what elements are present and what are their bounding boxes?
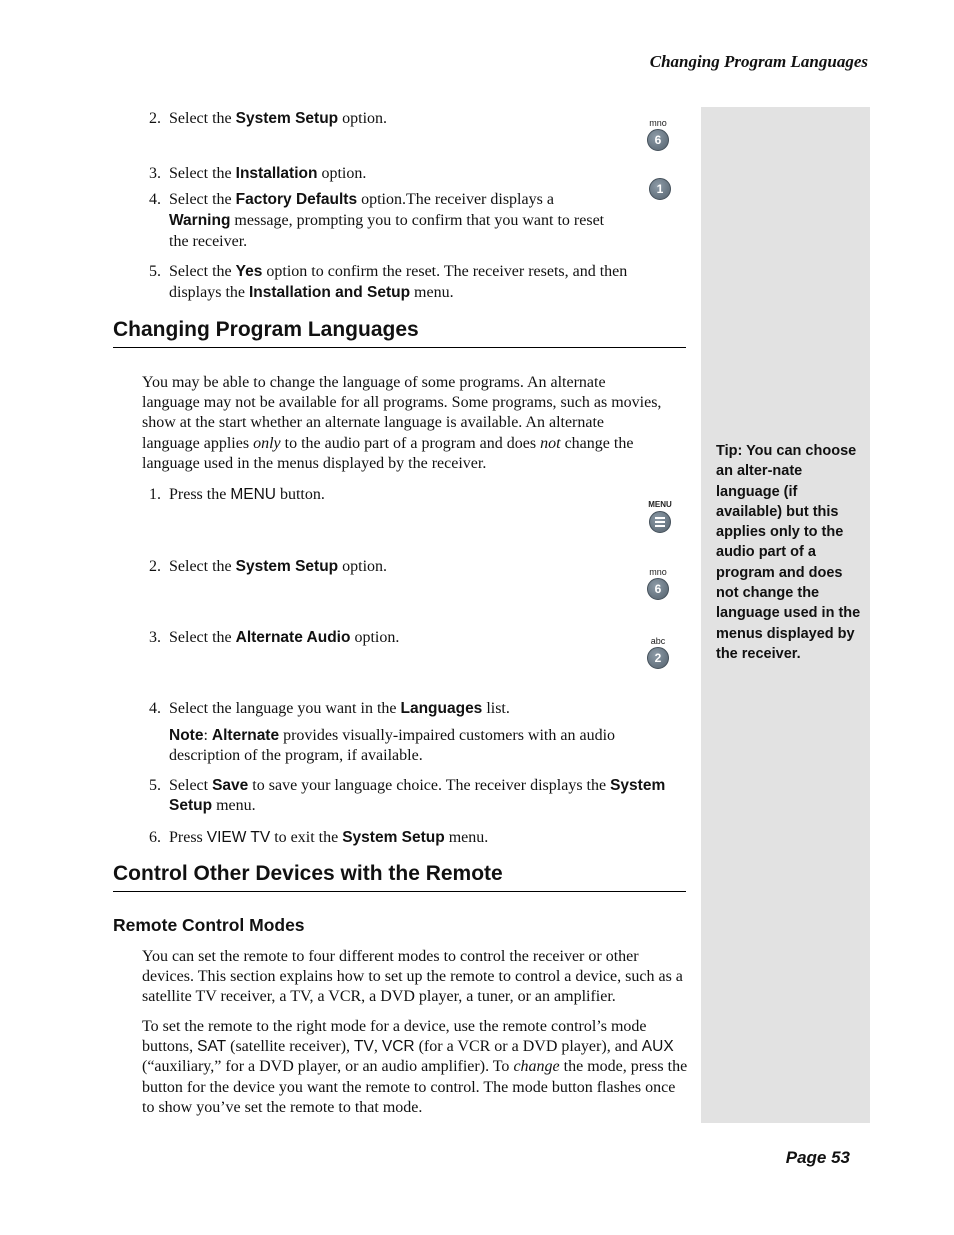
step-text: Select the language you want in the	[169, 700, 401, 717]
running-header: Changing Program Languages	[649, 52, 868, 71]
intro-emphasis: only	[253, 434, 281, 452]
step-text: menu.	[410, 284, 454, 301]
ui-term: Installation	[235, 165, 318, 182]
step-text: to save your language choice. The receiver displays the	[248, 777, 611, 794]
step-text: Select the	[169, 629, 236, 646]
button-label: 2	[647, 647, 669, 669]
step-text: option.	[317, 165, 367, 182]
para-text: (satellite receiver),	[226, 1038, 355, 1056]
modes-paragraph-2	[142, 1017, 688, 1118]
step-languages-5	[149, 776, 669, 816]
step-text: Select the	[169, 558, 236, 575]
step-text: Press	[169, 829, 207, 846]
step-text: Select the	[169, 191, 236, 208]
sidebar-tip: Tip: You can choose an alter-nate language (if available) but this applies only to the audio part of a program and does not change the language used in the menus displayed by the receiver.	[716, 443, 861, 662]
key-name: MENU	[230, 486, 276, 503]
button-caption: abc	[650, 636, 666, 646]
note-paragraph	[169, 726, 669, 766]
para-text: the mode, press the button for the device you want the remote to control. The mode button flashes once to show you’ve set the remote to that mode.	[142, 1058, 688, 1116]
ui-term: Save	[212, 777, 249, 794]
menu-lines-icon	[649, 511, 671, 533]
step-number: 1.	[149, 486, 161, 503]
step-languages-2	[149, 556, 609, 577]
remote-button-6-icon	[638, 118, 678, 151]
intro-text: to the audio part of a program and does	[280, 434, 541, 452]
step-text: option.	[338, 558, 388, 575]
step-top-5	[149, 261, 669, 303]
ui-term: Alternate Audio	[235, 629, 351, 646]
button-label: 1	[649, 178, 671, 200]
note-text: provides visually-impaired customers with an audio description of the program, if available.	[169, 727, 616, 765]
remote-button-1-icon	[640, 167, 680, 200]
step-text: option.	[338, 110, 388, 127]
step-number: 4.	[149, 700, 161, 717]
ui-term: Alternate	[211, 727, 280, 744]
para-text: ,	[373, 1038, 382, 1056]
step-top-2	[149, 108, 649, 129]
ui-term: Languages	[400, 700, 483, 717]
button-caption: mno	[649, 118, 667, 128]
key-name: AUX	[641, 1038, 674, 1056]
para-emphasis: change	[513, 1058, 560, 1076]
section-title-languages: Changing Program Languages	[113, 318, 419, 341]
step-number: 4.	[149, 191, 161, 208]
button-label: 6	[647, 578, 669, 600]
para-text: To set the remote to the right mode for a device, use the remote control’s mode buttons,	[142, 1018, 647, 1056]
section-rule	[113, 347, 686, 348]
para-text: (for a VCR or a DVD player), and	[414, 1038, 642, 1056]
step-top-3	[149, 163, 619, 184]
step-number: 5.	[149, 263, 161, 280]
ui-term: System Setup	[342, 829, 445, 846]
button-caption	[640, 167, 680, 177]
key-name: VIEW TV	[206, 829, 271, 846]
step-text: Select the	[169, 263, 236, 280]
step-languages-6	[149, 827, 669, 848]
remote-button-2-icon	[638, 636, 678, 669]
button-label: 6	[647, 129, 669, 151]
ui-term: Installation and Setup	[249, 284, 411, 301]
intro-emphasis: not	[540, 434, 561, 452]
step-text: Select the	[169, 165, 236, 182]
ui-term: Factory Defaults	[235, 191, 358, 208]
section-rule	[113, 891, 686, 892]
step-text: option.The receiver displays a	[357, 191, 554, 208]
button-caption: MENU	[648, 500, 672, 509]
ui-term: System Setup	[169, 777, 666, 815]
intro-text: You may be able to change the language of some programs. An alternate language may not be available for all programs. Some programs, such as movies, show at the start whether an alternate language is available. An alternate language applies	[142, 374, 662, 452]
note-colon: :	[203, 727, 212, 744]
subsection-title-remote-modes: Remote Control Modes	[113, 915, 305, 935]
step-number: 6.	[149, 829, 161, 846]
modes-paragraph-1: You can set the remote to four different modes to control the receiver or other devices. This section explains how to set up the remote to control a device, such as a satellite TV receiver, a TV, a VCR, a DVD player, a tuner, or an amplifier.	[142, 948, 683, 1006]
step-text: menu.	[444, 829, 489, 846]
intro-text: change the language used in the menus displayed by the receiver.	[142, 434, 634, 472]
step-number: 2.	[149, 558, 161, 575]
page-number: Page 53	[785, 1148, 850, 1167]
step-text: Select the	[169, 110, 236, 127]
key-name: VCR	[381, 1038, 415, 1056]
ui-term: Yes	[235, 263, 263, 280]
ui-term: System Setup	[235, 558, 339, 575]
step-number: 5.	[149, 777, 161, 794]
step-languages-4	[149, 698, 669, 719]
step-number: 2.	[149, 110, 161, 127]
para-text: (“auxiliary,” for a DVD player, or an audio amplifier). To	[142, 1058, 514, 1076]
step-number: 3.	[149, 165, 161, 182]
key-name: SAT	[197, 1038, 227, 1056]
key-name: TV	[354, 1038, 374, 1056]
step-text: option.	[350, 629, 400, 646]
step-top-4	[149, 189, 609, 252]
intro-paragraph	[142, 373, 662, 474]
step-text: option to confirm the reset. The receiver resets, and then displays the	[169, 263, 628, 301]
step-languages-1	[149, 484, 609, 505]
note-label: Note	[169, 727, 204, 744]
step-text: Select	[169, 777, 213, 794]
step-text: message, prompting you to confirm that you want to reset the receiver.	[169, 212, 605, 250]
ui-term: System Setup	[235, 110, 339, 127]
section-title-control-devices: Control Other Devices with the Remote	[113, 862, 503, 885]
ui-term: Warning	[169, 212, 231, 229]
remote-menu-button-icon	[640, 500, 680, 533]
step-text: Press the	[169, 486, 231, 503]
button-caption: mno	[649, 567, 667, 577]
step-text: to exit the	[270, 829, 343, 846]
step-languages-3	[149, 627, 609, 648]
remote-button-6-icon	[638, 567, 678, 600]
step-number: 3.	[149, 629, 161, 646]
step-text: button.	[275, 486, 325, 503]
step-text: menu.	[212, 797, 256, 815]
step-text: list.	[482, 700, 510, 717]
